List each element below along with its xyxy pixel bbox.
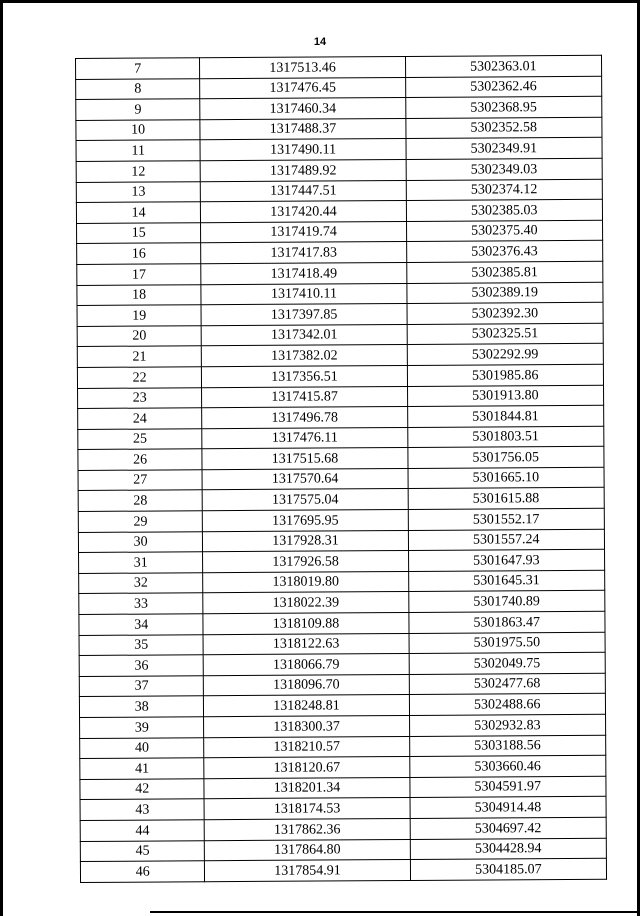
y-coordinate-cell: 5302932.83: [409, 714, 605, 736]
y-coordinate-cell: 5304185.07: [410, 858, 606, 880]
point-number-cell: 34: [79, 614, 204, 635]
point-number-cell: 37: [79, 676, 204, 697]
table-row: [78, 447, 604, 471]
x-coordinate-cell: 1317417.83: [201, 242, 406, 264]
y-coordinate-cell: 5301665.10: [408, 467, 604, 489]
table-row: [77, 261, 603, 285]
point-number-cell: 38: [79, 696, 204, 717]
x-coordinate-cell: 1318174.53: [204, 798, 409, 820]
y-coordinate-cell: 5301803.51: [407, 426, 603, 448]
y-coordinate-cell: 5302374.12: [406, 179, 602, 201]
x-coordinate-cell: 1318122.63: [203, 633, 408, 655]
point-number-cell: 8: [76, 78, 201, 99]
page-border-left: [0, 0, 3, 916]
table-row: [80, 838, 606, 862]
table-row: [76, 158, 602, 182]
table-row: [79, 550, 605, 574]
x-coordinate-cell: 1318019.80: [203, 571, 408, 593]
y-coordinate-cell: 5302389.19: [407, 282, 603, 304]
y-coordinate-cell: 5302375.40: [406, 220, 602, 242]
x-coordinate-cell: 1317854.91: [205, 860, 410, 882]
x-coordinate-cell: 1317397.85: [201, 304, 406, 326]
x-coordinate-cell: 1317476.45: [200, 77, 405, 99]
table-row: [76, 199, 602, 223]
point-number-cell: 43: [80, 799, 205, 820]
y-coordinate-cell: 5301552.17: [408, 508, 604, 530]
y-coordinate-cell: 5301863.47: [409, 611, 605, 633]
table-row: [80, 776, 606, 800]
table-row: [78, 529, 604, 553]
point-number-cell: 20: [77, 325, 202, 346]
y-coordinate-cell: 5301615.88: [408, 488, 604, 510]
point-number-cell: 14: [76, 202, 201, 223]
y-coordinate-cell: 5301557.24: [408, 529, 604, 551]
y-coordinate-cell: 5304428.94: [410, 838, 606, 860]
y-coordinate-cell: 5302352.58: [406, 117, 602, 139]
x-coordinate-cell: 1317490.11: [200, 139, 405, 161]
x-coordinate-cell: 1317447.51: [201, 180, 406, 202]
y-coordinate-cell: 5302385.81: [406, 261, 602, 283]
y-coordinate-cell: 5301647.93: [408, 550, 604, 572]
point-number-cell: 41: [80, 758, 205, 779]
x-coordinate-cell: 1317570.64: [202, 468, 407, 490]
y-coordinate-cell: 5304914.48: [410, 797, 606, 819]
table-row: [79, 611, 605, 635]
y-coordinate-cell: 5301740.89: [408, 591, 604, 613]
y-coordinate-cell: 5302349.91: [406, 138, 602, 160]
table-row: [78, 467, 604, 491]
table-row: [76, 117, 602, 141]
page-number: 14: [313, 36, 327, 48]
y-coordinate-cell: 5301645.31: [408, 570, 604, 592]
table-row: [77, 344, 603, 368]
table-row: [80, 797, 606, 821]
table-row: [80, 858, 606, 882]
y-coordinate-cell: 5304591.97: [410, 776, 606, 798]
point-number-cell: 27: [78, 470, 203, 491]
x-coordinate-cell: 1317418.49: [201, 262, 406, 284]
point-number-cell: 10: [76, 120, 201, 141]
point-number-cell: 29: [78, 511, 203, 532]
y-coordinate-cell: 5301756.05: [408, 447, 604, 469]
y-coordinate-cell: 5304697.42: [410, 817, 606, 839]
y-coordinate-cell: 5302362.46: [405, 76, 601, 98]
x-coordinate-cell: 1318210.57: [204, 736, 409, 758]
point-number-cell: 9: [76, 99, 201, 120]
y-coordinate-cell: 5302049.75: [409, 652, 605, 674]
y-coordinate-cell: 5302376.43: [406, 241, 602, 263]
point-number-cell: 33: [79, 593, 204, 614]
coordinates-table: [75, 55, 607, 883]
x-coordinate-cell: 1317928.31: [203, 530, 408, 552]
table-row: [80, 817, 606, 841]
table-row: [77, 364, 603, 388]
point-number-cell: 12: [76, 161, 201, 182]
point-number-cell: 19: [77, 305, 202, 326]
x-coordinate-cell: 1317420.44: [201, 201, 406, 223]
x-coordinate-cell: 1317342.01: [202, 324, 407, 346]
point-number-cell: 26: [78, 449, 203, 470]
table-row: [77, 220, 603, 244]
x-coordinate-cell: 1317476.11: [202, 427, 407, 449]
x-coordinate-cell: 1317513.46: [200, 56, 405, 78]
point-number-cell: 35: [79, 634, 204, 655]
point-number-cell: 42: [80, 779, 205, 800]
table-row: [76, 96, 602, 120]
y-coordinate-cell: 5302349.03: [406, 158, 602, 180]
y-coordinate-cell: 5302292.99: [407, 344, 603, 366]
table-row: [79, 673, 605, 697]
y-coordinate-cell: 5303660.46: [409, 755, 605, 777]
table-row: [78, 488, 604, 512]
coordinates-table-body: [76, 55, 607, 882]
x-coordinate-cell: 1318109.88: [203, 613, 408, 635]
table-row: [79, 694, 605, 718]
point-number-cell: 22: [77, 367, 202, 388]
table-row: [79, 591, 605, 615]
point-number-cell: 23: [78, 387, 203, 408]
table-row: [79, 570, 605, 594]
x-coordinate-cell: 1317575.04: [203, 489, 408, 511]
point-number-cell: 39: [80, 717, 205, 738]
point-number-cell: 21: [77, 346, 202, 367]
point-number-cell: 45: [80, 840, 205, 861]
point-number-cell: 44: [80, 820, 205, 841]
x-coordinate-cell: 1317926.58: [203, 551, 408, 573]
x-coordinate-cell: 1317410.11: [201, 283, 406, 305]
table-row: [77, 241, 603, 265]
point-number-cell: 46: [80, 861, 205, 882]
point-number-cell: 40: [80, 737, 205, 758]
x-coordinate-cell: 1318300.37: [204, 715, 409, 737]
y-coordinate-cell: 5302392.30: [407, 302, 603, 324]
point-number-cell: 25: [78, 428, 203, 449]
x-coordinate-cell: 1317488.37: [200, 118, 405, 140]
x-coordinate-cell: 1317864.80: [205, 839, 410, 861]
point-number-cell: 31: [79, 552, 204, 573]
table-row: [76, 179, 602, 203]
x-coordinate-cell: 1318120.67: [204, 757, 409, 779]
point-number-cell: 18: [77, 284, 202, 305]
point-number-cell: 16: [77, 243, 202, 264]
y-coordinate-cell: 5303188.56: [409, 735, 605, 757]
y-coordinate-cell: 5302488.66: [409, 694, 605, 716]
table-row: [76, 55, 602, 79]
y-coordinate-cell: 5301913.80: [407, 385, 603, 407]
x-coordinate-cell: 1317489.92: [201, 159, 406, 181]
y-coordinate-cell: 5302363.01: [405, 55, 601, 77]
table-row: [80, 755, 606, 779]
page-border-bottom: [150, 911, 640, 913]
table-row: [77, 302, 603, 326]
table-row: [79, 632, 605, 656]
table-row: [76, 138, 602, 162]
x-coordinate-cell: 1317862.36: [205, 818, 410, 840]
table-row: [77, 282, 603, 306]
point-number-cell: 13: [76, 181, 201, 202]
x-coordinate-cell: 1317515.68: [202, 448, 407, 470]
x-coordinate-cell: 1317496.78: [202, 407, 407, 429]
point-number-cell: 30: [78, 531, 203, 552]
point-number-cell: 32: [79, 573, 204, 594]
table-row: [77, 323, 603, 347]
point-number-cell: 15: [77, 222, 202, 243]
y-coordinate-cell: 5302325.51: [407, 323, 603, 345]
x-coordinate-cell: 1318248.81: [204, 695, 409, 717]
y-coordinate-cell: 5302477.68: [409, 673, 605, 695]
point-number-cell: 7: [76, 58, 201, 79]
point-number-cell: 17: [77, 264, 202, 285]
point-number-cell: 28: [78, 490, 203, 511]
y-coordinate-cell: 5302368.95: [405, 96, 601, 118]
x-coordinate-cell: 1318022.39: [203, 592, 408, 614]
y-coordinate-cell: 5301975.50: [409, 632, 605, 654]
y-coordinate-cell: 5302385.03: [406, 199, 602, 221]
y-coordinate-cell: 5301844.81: [407, 405, 603, 427]
table-row: [78, 426, 604, 450]
x-coordinate-cell: 1317415.87: [202, 386, 407, 408]
x-coordinate-cell: 1318201.34: [204, 777, 409, 799]
x-coordinate-cell: 1317356.51: [202, 365, 407, 387]
x-coordinate-cell: 1317460.34: [200, 98, 405, 120]
x-coordinate-cell: 1318066.79: [204, 654, 409, 676]
x-coordinate-cell: 1317382.02: [202, 345, 407, 367]
table-row: [78, 508, 604, 532]
table-row: [78, 385, 604, 409]
x-coordinate-cell: 1318096.70: [204, 674, 409, 696]
point-number-cell: 24: [78, 408, 203, 429]
y-coordinate-cell: 5301985.86: [407, 364, 603, 386]
page-border-top: [0, 0, 640, 3]
point-number-cell: 11: [76, 140, 201, 161]
table-row: [79, 652, 605, 676]
x-coordinate-cell: 1317695.95: [203, 510, 408, 532]
table-row: [78, 405, 604, 429]
table-row: [80, 714, 606, 738]
x-coordinate-cell: 1317419.74: [201, 221, 406, 243]
table-row: [76, 76, 602, 100]
point-number-cell: 36: [79, 655, 204, 676]
table-row: [80, 735, 606, 759]
